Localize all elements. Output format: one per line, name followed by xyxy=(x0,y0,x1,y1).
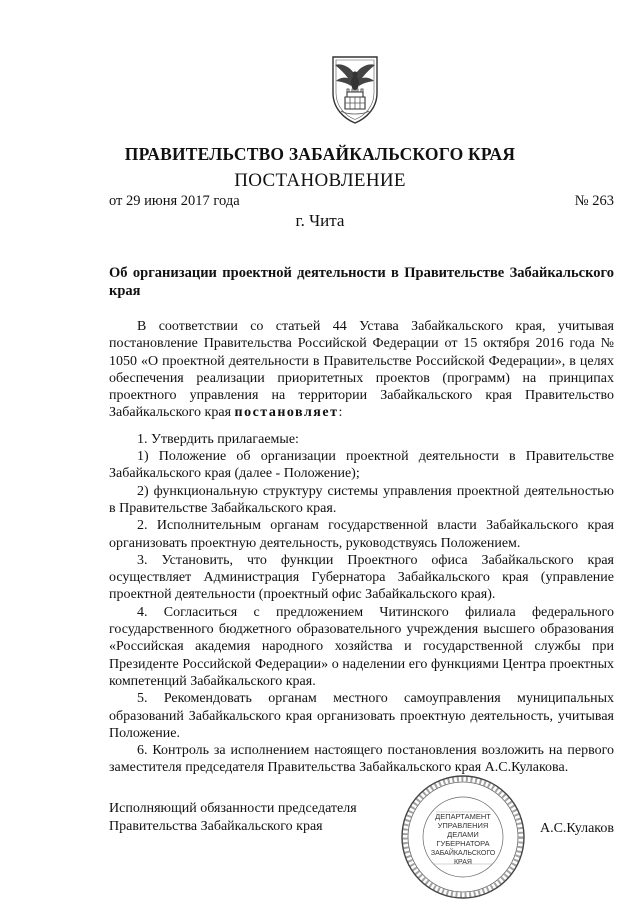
item-3: 3. Установить, что функции Проектного офиса Забайкальского края осуществляет Администрация Губернатора Забайкальского края (управление проектной деятельности (проектный офис Забайкальского края). xyxy=(109,552,614,603)
preamble-text: В соответствии со статьей 44 Устава Забайкальского края, учитывая постановление Правительства Российской Федерации от 15 октября 2016 года № 1050 «О проектной деятельности в Правительстве Российской Федерации», в целях обеспечения реализации приоритетных проектов (программ) на принципах проектного управления на территории Забайкальского края Правительство Забайкальского края xyxy=(109,319,614,421)
signer-position xyxy=(109,800,357,836)
document-subject: Об организации проектной деятельности в Правительстве Забайкальского края xyxy=(109,265,614,299)
item-2: 2. Исполнительным органам государственной власти Забайкальского края организовать проектную деятельность, руководствуясь Положением. xyxy=(109,518,614,551)
item-4: 4. Согласиться с предложением Читинского филиала федерального государственного бюджетного образовательного учреждения высшего образования «Российская академия народного хозяйства и государственной службы при Президенте Российской Федерации» о наделении его функциями Центра проектных компетенций Забайкальского края. xyxy=(109,604,614,689)
item-1: 1. Утвердить прилагаемые: xyxy=(137,431,299,447)
stamp-line-5: ЗАБАЙКАЛЬСКОГО xyxy=(430,850,496,857)
document-type: ПОСТАНОВЛЕНИЕ xyxy=(234,170,406,191)
document-number: № 263 xyxy=(574,193,614,209)
stamp-line-2: УПРАВЛЕНИЯ xyxy=(437,821,489,830)
document-date: от 29 июня 2017 года xyxy=(109,193,240,209)
preamble-paragraph xyxy=(109,318,614,422)
decree-keyword: постановляет xyxy=(234,405,339,421)
item-6: 6. Контроль за исполнением настоящего постановления возложить на первого заместителя председателя Правительства Забайкальского края А.С.Кулакова. xyxy=(109,743,614,776)
government-title: ПРАВИТЕЛЬСТВО ЗАБАЙКАЛЬСКОГО КРАЯ xyxy=(124,144,516,164)
document-body xyxy=(109,318,614,777)
signer-position-line-2: Правительства Забайкальского края xyxy=(109,819,323,834)
item-5: 5. Рекомендовать органам местного самоуправления муниципальных образований Забайкальского края организовать проектную деятельность, учитывая Положение. xyxy=(109,691,614,741)
document-city: г. Чита xyxy=(295,211,345,230)
item-1-2: 2) функциональную структуру системы управления проектной деятельностью в Правительстве Забайкальского края. xyxy=(109,483,614,516)
signer-name: А.С.Кулаков xyxy=(539,821,614,836)
coat-of-arms-icon xyxy=(327,53,383,125)
signer-position-line-1: Исполняющий обязанности председателя xyxy=(109,801,357,816)
preamble-colon: : xyxy=(338,405,343,421)
stamp-line-6: КРАЯ xyxy=(453,859,473,866)
stamp-line-3: ДЕЛАМИ xyxy=(447,830,479,839)
stamp-line-4: ГУБЕРНАТОРА xyxy=(436,839,490,848)
item-1-1: 1) Положение об организации проектной деятельности в Правительстве Забайкальского края (далее - Положение); xyxy=(109,449,614,482)
stamp-line-1: ДЕПАРТАМЕНТ xyxy=(435,812,491,821)
official-stamp xyxy=(398,772,528,902)
